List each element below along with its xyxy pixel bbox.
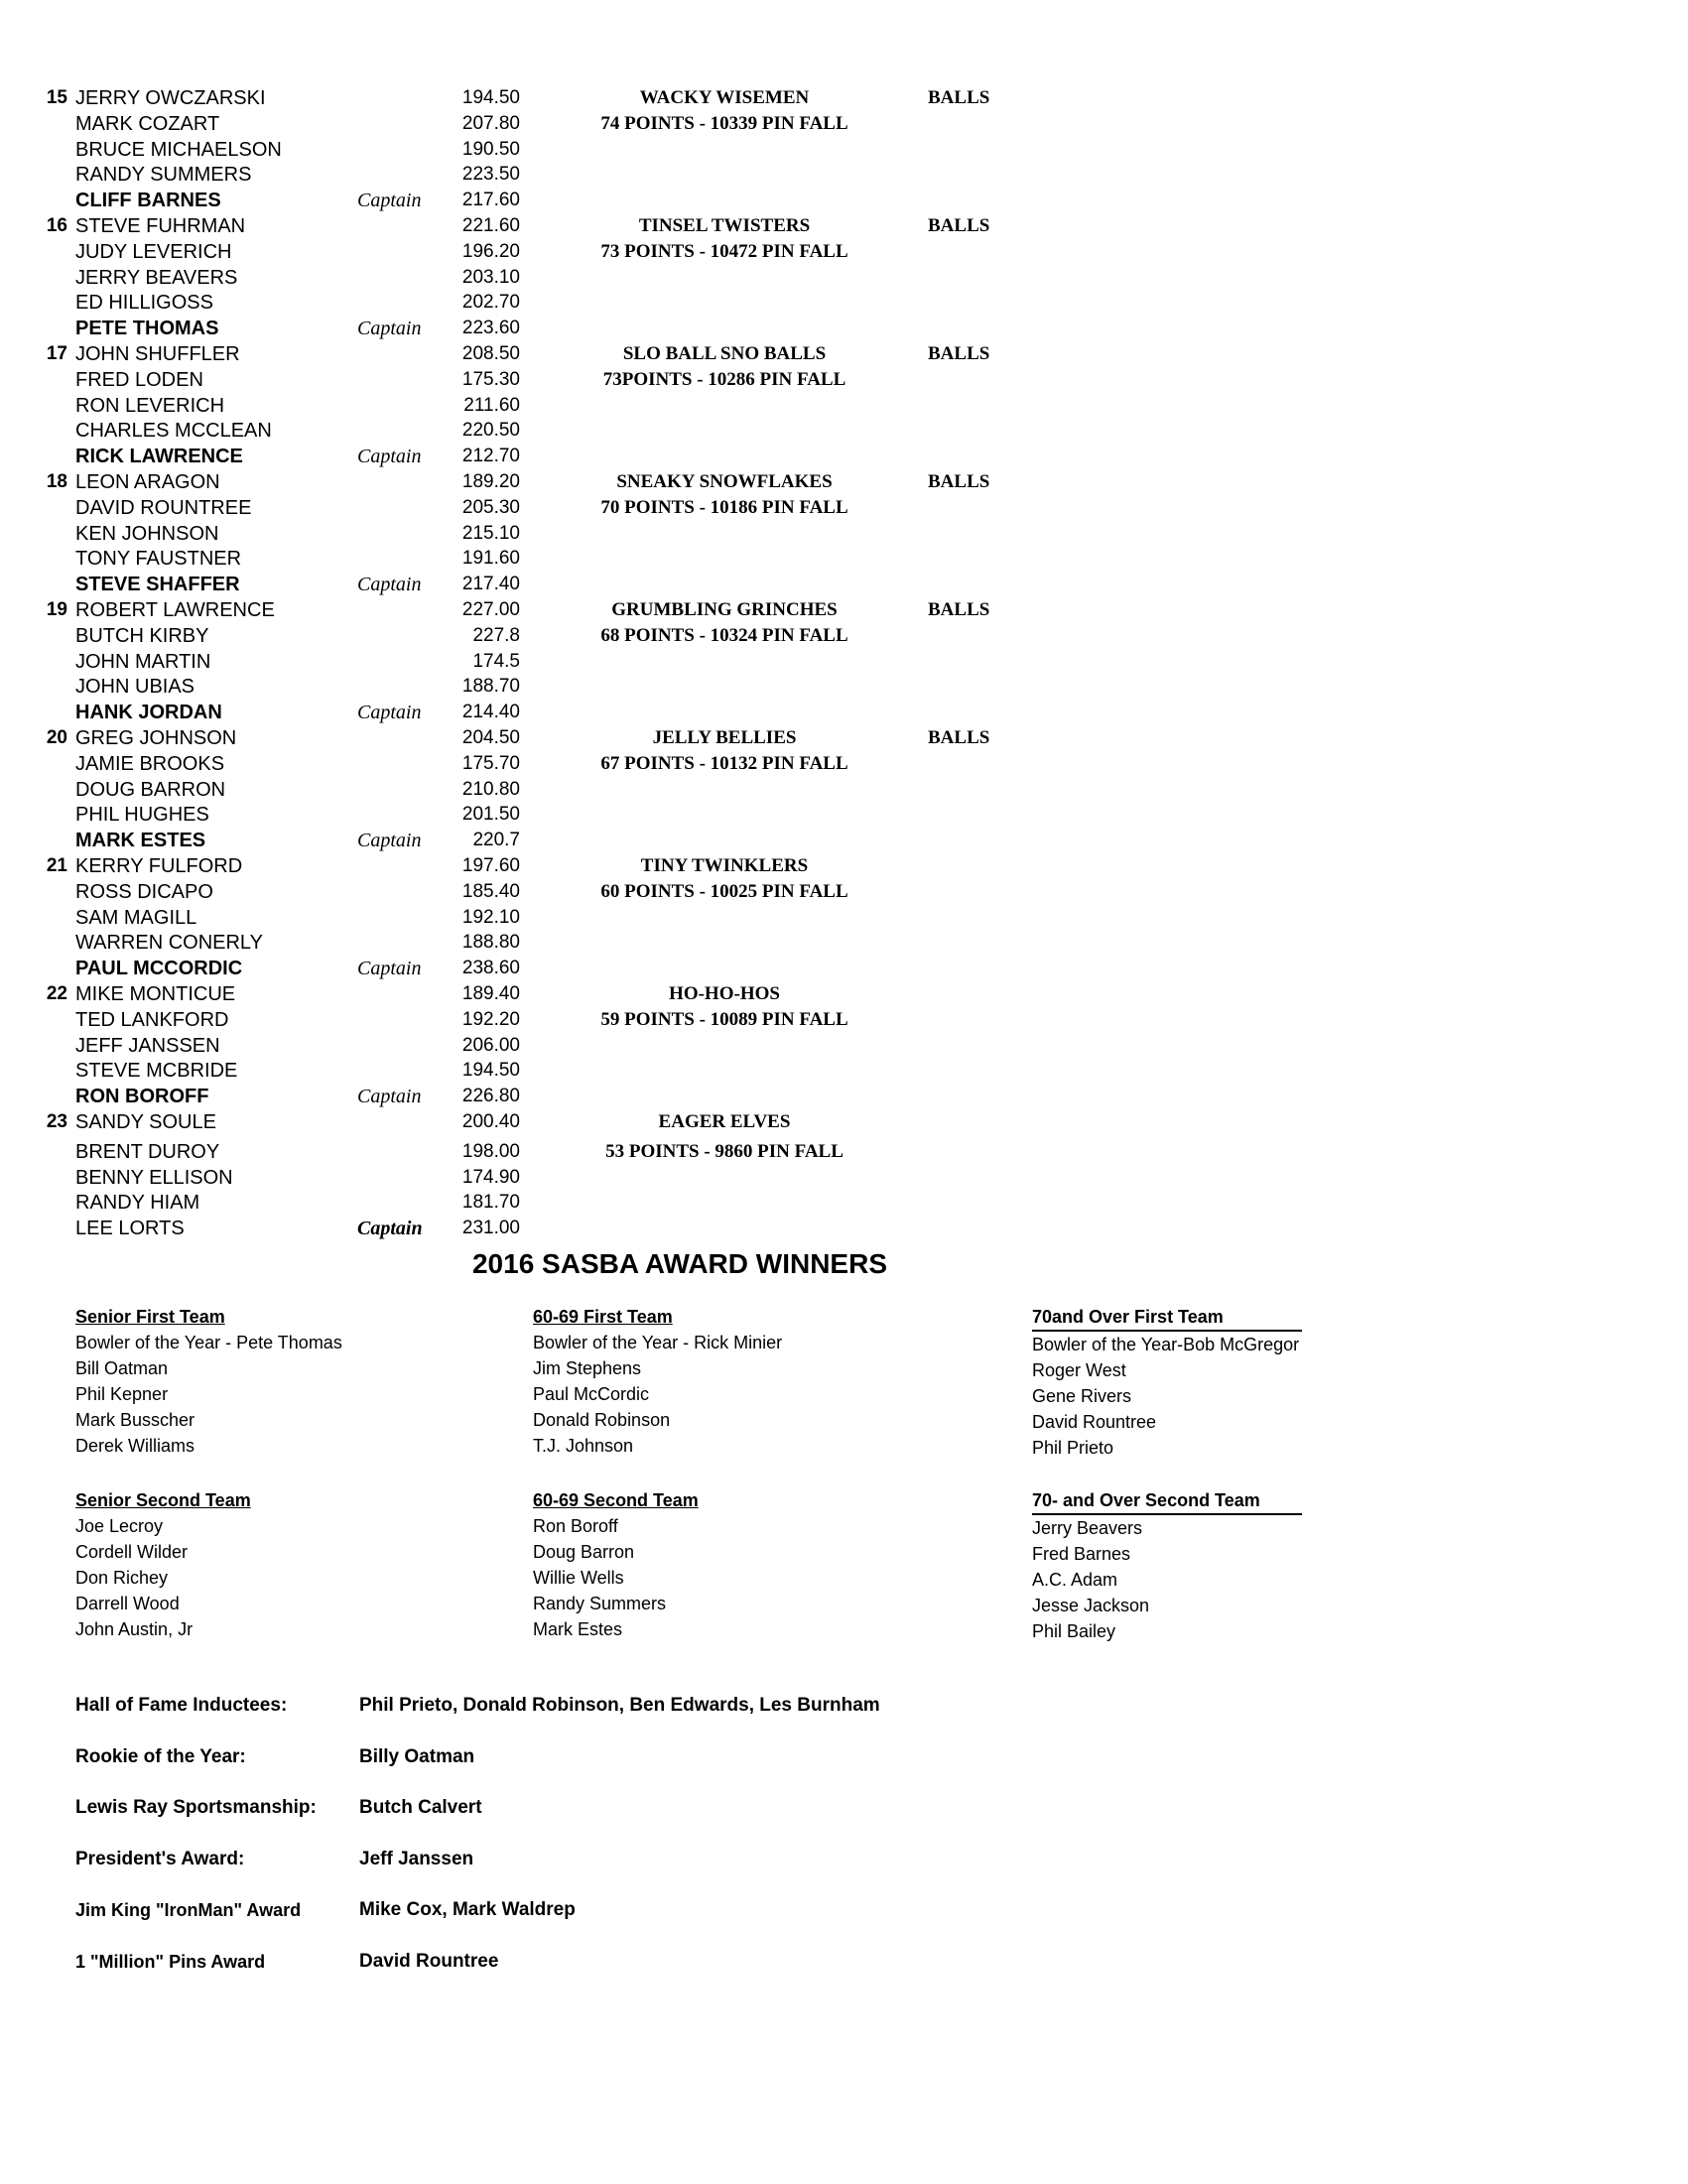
bowler-row [0, 879, 1688, 905]
bowler-name: JERRY BEAVERS [75, 266, 238, 289]
award-group [75, 1487, 251, 1642]
bowler-name: HANK JORDAN [75, 702, 222, 724]
bowler-name: JOHN SHUFFLER [75, 343, 240, 365]
bowler-row [0, 367, 1688, 393]
team-rank: 21 [46, 855, 67, 876]
bowler-row [0, 981, 1688, 1007]
team-name: JELLY BELLIES [652, 727, 797, 748]
bowler-average: 185.40 [461, 880, 520, 902]
captain-label: Captain [357, 1218, 423, 1240]
bowler-average: 189.40 [461, 983, 520, 1004]
bowler-average: 201.50 [461, 804, 520, 826]
award-winner: Phil Prieto [1032, 1438, 1114, 1458]
award-winner: Willie Wells [533, 1568, 624, 1588]
bowler-name: MIKE MONTICUE [75, 983, 236, 1005]
bowler-row [0, 162, 1688, 188]
bowler-name: GREG JOHNSON [75, 727, 237, 749]
bowler-name: ED HILLIGOSS [75, 292, 213, 315]
bowler-row [0, 546, 1688, 572]
bowler-average: 238.60 [461, 958, 520, 979]
misc-award-value: Billy Oatman [359, 1745, 475, 1767]
bowler-name: RON BOROFF [75, 1086, 209, 1108]
team-tag: BALLS [928, 87, 990, 108]
team-points: 73 POINTS - 10472 PIN FALL [600, 240, 848, 262]
bowler-average: 188.80 [461, 932, 520, 954]
bowler-row [0, 1007, 1688, 1033]
award-group-heading: Senior First Team [75, 1307, 225, 1327]
bowler-average: 200.40 [461, 1111, 520, 1132]
bowler-average: 210.80 [461, 778, 520, 800]
bowler-row [0, 85, 1688, 111]
award-winner: Jesse Jackson [1032, 1596, 1150, 1615]
award-group-heading: 60-69 Second Team [533, 1490, 699, 1510]
bowler-name: BRUCE MICHAELSON [75, 138, 282, 161]
team-name: GRUMBLING GRINCHES [611, 599, 838, 620]
captain-label: Captain [357, 702, 422, 724]
bowler-average: 190.50 [461, 138, 520, 160]
award-winner: Bowler of the Year - Pete Thomas [75, 1333, 342, 1352]
team-name: TINSEL TWISTERS [638, 215, 811, 236]
bowler-row [0, 521, 1688, 547]
bowler-name: PHIL HUGHES [75, 804, 209, 827]
award-winner: Donald Robinson [533, 1410, 671, 1430]
team-name: SNEAKY SNOWFLAKES [616, 471, 833, 492]
bowler-row [0, 802, 1688, 828]
team-rank: 15 [46, 87, 67, 108]
bowler-row [0, 1139, 1688, 1165]
bowler-average: 192.20 [461, 1008, 520, 1030]
misc-award-label: Hall of Fame Inductees: [75, 1695, 288, 1716]
bowler-average: 206.00 [461, 1034, 520, 1056]
bowler-average: 192.10 [461, 906, 520, 928]
bowler-average: 217.60 [461, 190, 520, 211]
award-winner: Jerry Beavers [1032, 1518, 1143, 1538]
team-points: 74 POINTS - 10339 PIN FALL [600, 112, 848, 134]
bowler-row [0, 1033, 1688, 1059]
bowler-name: BRENT DUROY [75, 1140, 220, 1163]
captain-label: Captain [357, 318, 422, 340]
bowler-average: 196.20 [461, 240, 520, 262]
bowler-average: 202.70 [461, 292, 520, 314]
bowler-row [0, 853, 1688, 879]
bowler-name: ROBERT LAWRENCE [75, 599, 275, 621]
bowler-average: 194.50 [461, 87, 520, 108]
bowler-name: PAUL MCCORDIC [75, 958, 243, 980]
bowler-name: JOHN MARTIN [75, 650, 211, 673]
team-rank: 20 [46, 727, 67, 748]
bowler-row [0, 469, 1688, 495]
award-winner: Paul McCordic [533, 1384, 650, 1404]
award-winner: Bowler of the Year - Rick Minier [533, 1333, 783, 1352]
bowler-name: TONY FAUSTNER [75, 548, 242, 571]
bowler-row [0, 1084, 1688, 1109]
bowler-row [0, 418, 1688, 444]
bowler-average: 220.50 [461, 420, 520, 442]
team-points: 68 POINTS - 10324 PIN FALL [600, 624, 848, 646]
bowler-name: RANDY SUMMERS [75, 164, 252, 187]
bowler-name: TED LANKFORD [75, 1008, 229, 1031]
bowler-average: 175.30 [461, 368, 520, 390]
award-winner: Doug Barron [533, 1542, 635, 1562]
bowler-row [0, 828, 1688, 853]
bowler-average: 211.60 [463, 394, 520, 416]
award-winner: Bill Oatman [75, 1358, 169, 1378]
bowler-row [0, 597, 1688, 623]
bowler-name: RON LEVERICH [75, 394, 225, 417]
bowler-name: STEVE MCBRIDE [75, 1060, 238, 1083]
bowler-name: STEVE SHAFFER [75, 574, 240, 596]
bowler-average: 223.50 [461, 164, 520, 186]
award-winner: Don Richey [75, 1568, 169, 1588]
team-name: SLO BALL SNO BALLS [622, 343, 827, 364]
bowler-name: JEFF JANSSEN [75, 1034, 220, 1057]
captain-label: Captain [357, 574, 422, 596]
misc-award-label: President's Award: [75, 1848, 245, 1869]
bowler-name: FRED LODEN [75, 368, 203, 391]
bowler-row [0, 905, 1688, 931]
misc-award-value: Mike Cox, Mark Waldrep [359, 1899, 576, 1920]
award-winner: John Austin, Jr [75, 1619, 194, 1639]
team-tag: BALLS [928, 599, 990, 620]
award-winner: Roger West [1032, 1360, 1126, 1380]
bowler-row [0, 1190, 1688, 1216]
bowler-name: CLIFF BARNES [75, 190, 221, 212]
captain-label: Captain [357, 830, 422, 852]
bowler-row [0, 1058, 1688, 1084]
team-tag: BALLS [928, 215, 990, 236]
award-winner: Bowler of the Year-Bob McGregor [1032, 1335, 1300, 1354]
bowler-row [0, 1216, 1688, 1241]
team-rank: 16 [46, 215, 67, 236]
team-name: TINY TWINKLERS [640, 855, 809, 876]
bowler-name: JERRY OWCZARSKI [75, 87, 266, 109]
bowler-row [0, 649, 1688, 675]
misc-award-label: Jim King "IronMan" Award [75, 1900, 302, 1920]
bowler-average: 226.80 [461, 1086, 520, 1107]
team-tag: BALLS [928, 471, 990, 492]
bowler-row [0, 290, 1688, 316]
team-rank: 19 [46, 599, 67, 620]
bowler-average: 231.00 [461, 1218, 520, 1239]
award-group [1032, 1304, 1302, 1461]
bowler-row [0, 265, 1688, 291]
bowler-name: STEVE FUHRMAN [75, 215, 246, 237]
bowler-name: DAVID ROUNTREE [75, 496, 252, 519]
bowler-row [0, 956, 1688, 981]
captain-label: Captain [357, 190, 422, 212]
award-winner: Joe Lecroy [75, 1516, 164, 1536]
misc-award-value: Phil Prieto, Donald Robinson, Ben Edwards, Les Burnham [359, 1695, 880, 1716]
bowler-average: 223.60 [461, 318, 520, 339]
bowler-row [0, 111, 1688, 137]
bowler-row [0, 444, 1688, 469]
bowler-average: 227.00 [461, 599, 520, 620]
bowler-row [0, 188, 1688, 213]
award-group-heading: 70and Over First Team [1032, 1304, 1302, 1332]
bowler-average: 215.10 [461, 522, 520, 544]
bowler-row [0, 341, 1688, 367]
bowler-name: SAM MAGILL [75, 906, 197, 929]
bowler-row [0, 674, 1688, 700]
misc-award-label: Lewis Ray Sportsmanship: [75, 1797, 317, 1818]
bowler-row [0, 777, 1688, 803]
bowler-average: 217.40 [461, 574, 520, 595]
team-rank: 18 [46, 471, 67, 492]
award-group [1032, 1487, 1302, 1644]
bowler-name: RANDY HIAM [75, 1192, 200, 1215]
bowler-average: 181.70 [461, 1192, 520, 1214]
award-winner: David Rountree [1032, 1412, 1157, 1432]
bowler-average: 212.70 [461, 446, 520, 467]
award-group-heading: 60-69 First Team [533, 1307, 673, 1327]
bowler-name: LEE LORTS [75, 1218, 185, 1240]
bowler-row [0, 700, 1688, 725]
award-winner: Gene Rivers [1032, 1386, 1132, 1406]
award-group-heading: Senior Second Team [75, 1490, 251, 1510]
bowler-name: PETE THOMAS [75, 318, 219, 340]
bowler-name: KEN JOHNSON [75, 522, 219, 545]
bowler-average: 203.10 [461, 266, 520, 288]
team-points: 70 POINTS - 10186 PIN FALL [600, 496, 848, 518]
award-winner: Mark Busscher [75, 1410, 195, 1430]
bowler-average: 188.70 [461, 676, 520, 698]
bowler-row [0, 393, 1688, 419]
team-name: EAGER ELVES [658, 1111, 791, 1132]
bowler-name: CHARLES MCCLEAN [75, 420, 272, 443]
bowler-row [0, 623, 1688, 649]
bowler-name: JOHN UBIAS [75, 676, 195, 699]
bowler-name: SANDY SOULE [75, 1111, 216, 1133]
bowler-row [0, 316, 1688, 341]
award-group [75, 1304, 342, 1459]
award-winner: Phil Kepner [75, 1384, 169, 1404]
bowler-row [0, 1109, 1688, 1135]
bowler-average: 189.20 [461, 471, 520, 492]
bowler-row [0, 751, 1688, 777]
bowler-average: 194.50 [461, 1060, 520, 1082]
bowler-average: 205.30 [461, 496, 520, 518]
bowler-name: ROSS DICAPO [75, 880, 213, 903]
bowler-name: DOUG BARRON [75, 778, 226, 801]
team-points: 59 POINTS - 10089 PIN FALL [600, 1008, 848, 1030]
misc-award-value: Jeff Janssen [359, 1848, 474, 1869]
bowler-average: 214.40 [461, 702, 520, 723]
bowler-name: WARREN CONERLY [75, 932, 263, 955]
misc-award-label: 1 "Million" Pins Award [75, 1951, 266, 1972]
award-winner: Fred Barnes [1032, 1544, 1131, 1564]
team-points: 73POINTS - 10286 PIN FALL [602, 368, 846, 390]
bowler-average: 197.60 [461, 855, 520, 876]
bowler-name: MARK ESTES [75, 830, 206, 852]
captain-label: Captain [357, 446, 422, 468]
bowler-average: 174.90 [461, 1166, 520, 1188]
bowler-average: 174.5 [472, 650, 520, 672]
bowler-name: RICK LAWRENCE [75, 446, 243, 468]
bowler-average: 191.60 [461, 548, 520, 570]
award-group [533, 1304, 782, 1459]
team-points: 53 POINTS - 9860 PIN FALL [605, 1140, 844, 1162]
award-group [533, 1487, 699, 1642]
bowler-average: 207.80 [461, 112, 520, 134]
bowler-average: 175.70 [461, 752, 520, 774]
team-name: HO-HO-HOS [669, 983, 780, 1004]
bowler-average: 220.7 [472, 830, 520, 851]
bowler-name: JUDY LEVERICH [75, 240, 232, 263]
team-points: 60 POINTS - 10025 PIN FALL [600, 880, 848, 902]
award-winner: Phil Bailey [1032, 1621, 1116, 1641]
bowler-average: 208.50 [461, 343, 520, 364]
bowler-name: BUTCH KIRBY [75, 624, 209, 647]
bowler-name: BENNY ELLISON [75, 1166, 233, 1189]
team-points: 67 POINTS - 10132 PIN FALL [600, 752, 848, 774]
bowler-average: 198.00 [461, 1140, 520, 1162]
bowler-row [0, 239, 1688, 265]
bowler-row [0, 572, 1688, 597]
team-tag: BALLS [928, 343, 990, 364]
award-winner: Cordell Wilder [75, 1542, 189, 1562]
bowler-row [0, 495, 1688, 521]
awards-title: 2016 SASBA AWARD WINNERS [471, 1248, 887, 1279]
team-rank: 22 [46, 983, 67, 1004]
bowler-name: JAMIE BROOKS [75, 752, 225, 775]
award-winner: Darrell Wood [75, 1594, 180, 1613]
misc-award-value: David Rountree [359, 1950, 499, 1972]
captain-label: Captain [357, 958, 422, 980]
bowler-row [0, 213, 1688, 239]
award-group-heading: 70- and Over Second Team [1032, 1487, 1302, 1515]
award-winner: Derek Williams [75, 1436, 195, 1456]
bowler-row [0, 1165, 1688, 1191]
misc-award-value: Butch Calvert [359, 1797, 482, 1818]
award-winner: Ron Boroff [533, 1516, 618, 1536]
team-name: WACKY WISEMEN [639, 87, 810, 108]
bowler-row [0, 930, 1688, 956]
bowler-row [0, 137, 1688, 163]
team-rank: 17 [46, 343, 67, 364]
award-winner: Jim Stephens [533, 1358, 642, 1378]
award-winner: Mark Estes [533, 1619, 623, 1639]
bowler-average: 227.8 [472, 624, 520, 646]
award-winner: Randy Summers [533, 1594, 667, 1613]
team-tag: BALLS [928, 727, 990, 748]
award-winner: T.J. Johnson [533, 1436, 634, 1456]
bowler-average: 204.50 [461, 727, 520, 748]
bowler-name: KERRY FULFORD [75, 855, 243, 877]
team-rank: 23 [46, 1111, 67, 1132]
award-winner: A.C. Adam [1032, 1570, 1118, 1590]
bowler-average: 221.60 [461, 215, 520, 236]
misc-award-label: Rookie of the Year: [75, 1745, 246, 1767]
bowler-row [0, 725, 1688, 751]
bowler-name: MARK COZART [75, 112, 220, 135]
bowler-name: LEON ARAGON [75, 471, 220, 493]
captain-label: Captain [357, 1086, 422, 1108]
